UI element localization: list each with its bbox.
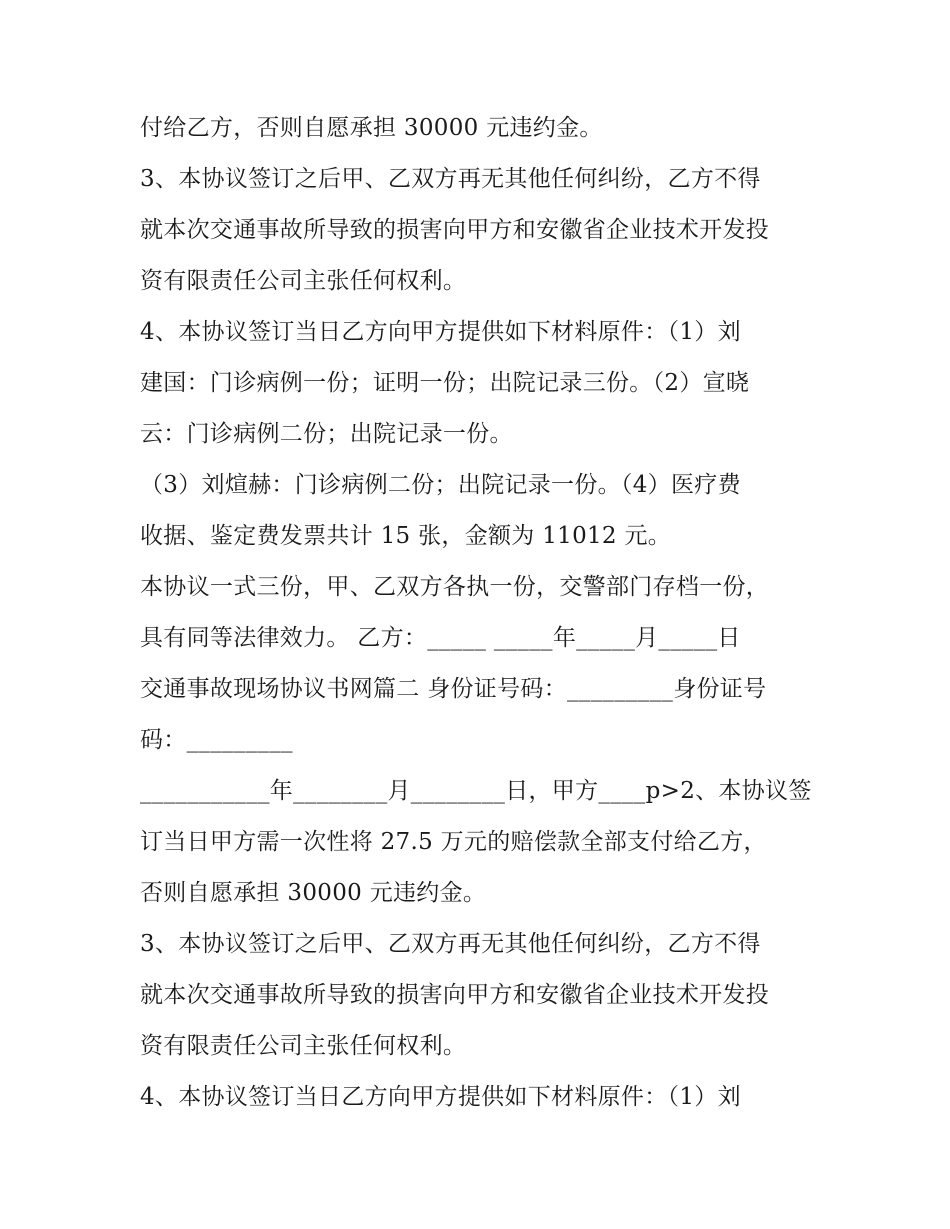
text-line: 码：_________ xyxy=(140,727,293,753)
text-line: 3、本协议签订之后甲、乙双方再无其他任何纠纷，乙方不得 xyxy=(140,931,761,957)
text-line: 建国：门诊病例一份；证明一份；出院记录三份。（2）宣晓 xyxy=(140,370,750,396)
text-line: 付给乙方，否则自愿承担 30000 元违约金。 xyxy=(140,115,603,141)
text-line: 就本次交通事故所导致的损害向甲方和安徽省企业技术开发投 xyxy=(140,217,770,243)
text-line: 4、本协议签订当日乙方向甲方提供如下材料原件：（1）刘 xyxy=(140,1084,741,1110)
text-line: 订当日甲方需一次性将 27.5 万元的赔偿款全部支付给乙方， xyxy=(140,829,767,855)
text-line: 本协议一式三份，甲、乙双方各执一份，交警部门存档一份， xyxy=(140,574,770,600)
text-line: 交通事故现场协议书网篇二 身份证号码：_________身份证号 xyxy=(140,676,767,702)
text-line: 就本次交通事故所导致的损害向甲方和安徽省企业技术开发投 xyxy=(140,982,770,1008)
text-line: ___________年________月________日，甲方____p>2、本协议签 xyxy=(140,778,812,804)
text-line: 3、本协议签订之后甲、乙双方再无其他任何纠纷，乙方不得 xyxy=(140,166,761,192)
text-line: 收据、鉴定费发票共计 15 张，金额为 11012 元。 xyxy=(140,523,672,549)
text-line: （3）刘煊赫：门诊病例二份；出院记录一份。（4）医疗费 xyxy=(140,472,741,498)
text-line: 否则自愿承担 30000 元违约金。 xyxy=(140,880,487,906)
text-line: 资有限责任公司主张任何权利。 xyxy=(140,268,467,294)
text-line: 云：门诊病例二份；出院记录一份。 xyxy=(140,421,513,447)
text-line: 具有同等法律效力。 乙方：_____ _____年_____月_____日 xyxy=(140,625,741,651)
text-line: 4、本协议签订当日乙方向甲方提供如下材料原件：（1）刘 xyxy=(140,319,741,345)
text-line: 资有限责任公司主张任何权利。 xyxy=(140,1033,467,1059)
